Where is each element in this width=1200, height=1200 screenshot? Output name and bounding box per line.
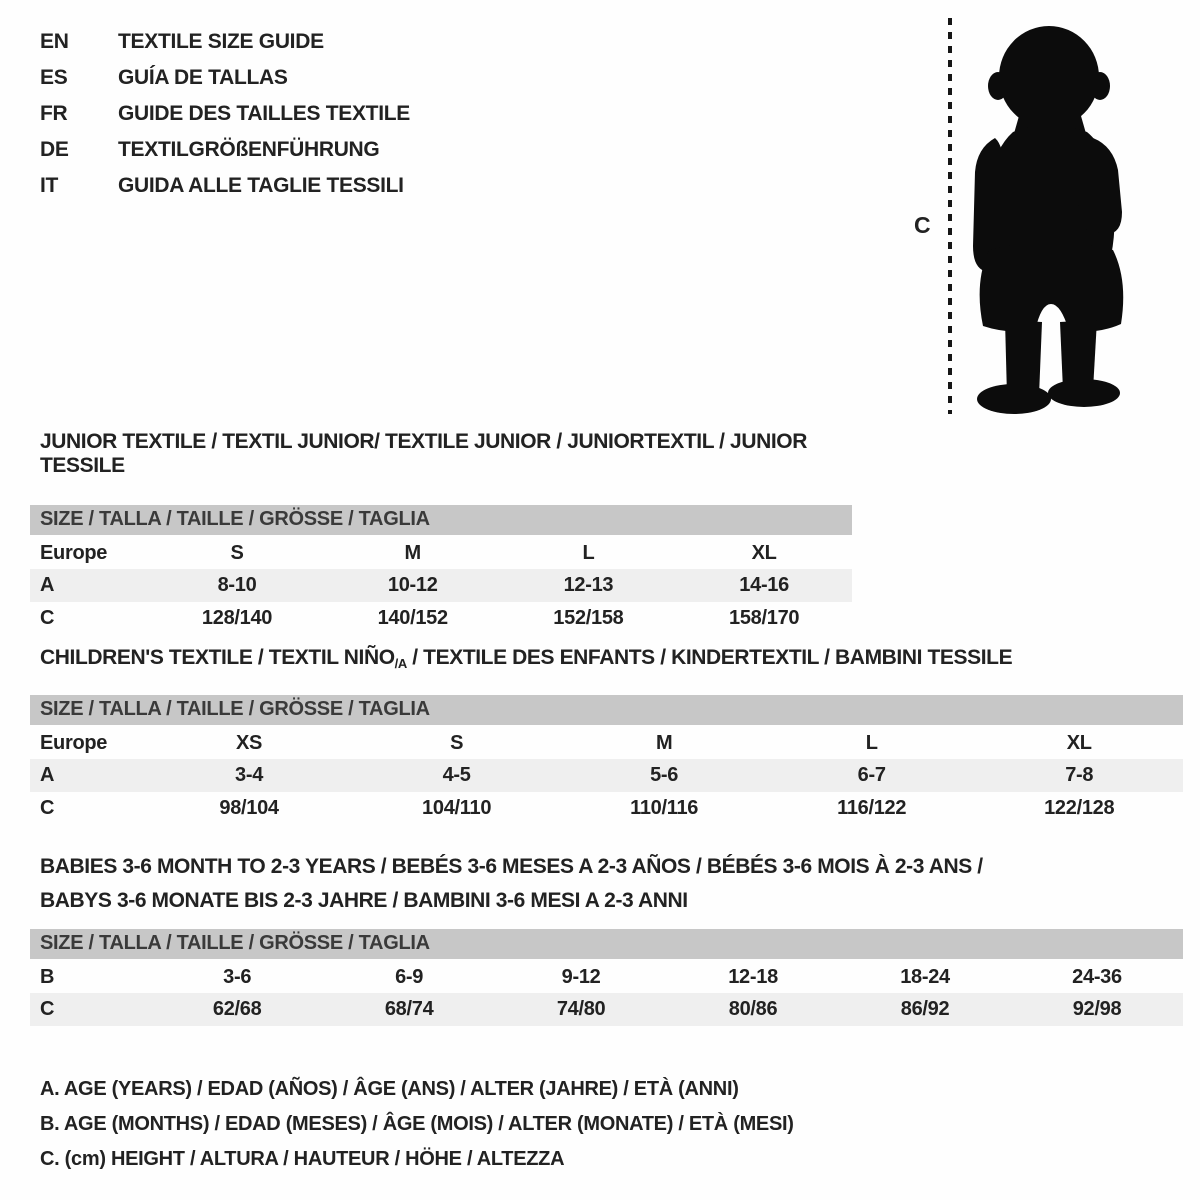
size-header-bar <box>30 929 1183 960</box>
language-header <box>40 24 410 204</box>
size-header-bar <box>30 505 852 536</box>
babies-title-line1: BABIES 3-6 MONTH TO 2-3 YEARS / BEBÉS 3-6 MESES A 2-3 AÑOS / BÉBÉS 3-6 MOIS À 2-3 ANS / <box>40 855 983 878</box>
measurement-legend <box>40 1072 794 1177</box>
row-label: Europe <box>40 731 108 754</box>
age-cell: 3-4 <box>145 759 353 792</box>
size-header-label: SIZE / TALLA / TAILLE / GRÖSSE / TAGLIA <box>30 929 1183 960</box>
size-header-label: SIZE / TALLA / TAILLE / GRÖSSE / TAGLIA <box>30 505 852 536</box>
language-code: ES <box>40 66 68 89</box>
height-measure-label: C <box>914 212 931 238</box>
guide-title-fr: GUIDE DES TAILLES TEXTILE <box>118 102 410 125</box>
guide-title-en: TEXTILE SIZE GUIDE <box>118 30 324 53</box>
junior-size-table <box>30 505 852 635</box>
table-row-europe <box>30 536 852 569</box>
section-childrens-textile <box>30 646 1183 825</box>
table-row-age <box>30 759 1183 792</box>
table-row-height <box>30 993 1183 1026</box>
height-cell: 152/158 <box>553 607 624 629</box>
age-cell: 14-16 <box>676 569 852 602</box>
months-cell: 24-36 <box>1072 965 1122 988</box>
children-section-title <box>40 646 1183 676</box>
size-cell: XL <box>1066 731 1092 754</box>
height-cell: 98/104 <box>219 797 279 819</box>
row-label: C <box>40 797 55 819</box>
size-figure <box>912 14 1172 424</box>
language-row-fr <box>40 96 410 132</box>
age-cell: 8-10 <box>149 569 325 602</box>
row-label: B <box>40 965 55 988</box>
size-cell: L <box>865 731 878 754</box>
babies-title-line2: BABYS 3-6 MONATE BIS 2-3 JAHRE / BAMBINI 3-6 MESI A 2-3 ANNI <box>40 889 688 912</box>
months-cell: 3-6 <box>223 965 252 988</box>
language-row-it <box>40 168 410 204</box>
height-cell: 86/92 <box>839 993 1011 1026</box>
size-cell: M <box>655 731 673 754</box>
section-junior-textile <box>30 430 852 635</box>
language-row-en <box>40 24 410 60</box>
age-cell: 12-13 <box>501 569 677 602</box>
size-cell: XS <box>236 731 263 754</box>
children-size-table <box>30 695 1183 825</box>
height-cell: 116/122 <box>837 797 907 819</box>
language-row-es <box>40 60 410 96</box>
height-measure-line <box>948 18 952 414</box>
months-cell: 6-9 <box>395 965 424 988</box>
table-row-europe <box>30 726 1183 759</box>
height-cell: 110/116 <box>630 797 699 819</box>
age-cell: 10-12 <box>325 569 501 602</box>
guide-title-es: GUÍA DE TALLAS <box>118 66 288 89</box>
junior-section-title: JUNIOR TEXTILE / TEXTIL JUNIOR/ TEXTILE JUNIOR / JUNIORTEXTIL / JUNIOR TESSILE <box>40 430 807 477</box>
legend-line-b: B. AGE (MONTHS) / EDAD (MESES) / ÂGE (MOIS) / ALTER (MONATE) / ETÀ (MESI) <box>40 1113 794 1135</box>
months-cell: 9-12 <box>561 965 601 988</box>
size-cell: S <box>230 541 244 564</box>
legend-line-c: C. (cm) HEIGHT / ALTURA / HAUTEUR / HÖHE / ALTEZZA <box>40 1148 565 1170</box>
guide-title-de: TEXTILGRÖßENFÜHRUNG <box>118 138 380 161</box>
size-cell: S <box>450 731 464 754</box>
toddler-silhouette-icon <box>962 22 1142 418</box>
table-row-age <box>30 569 852 602</box>
row-label: A <box>30 759 145 792</box>
babies-size-table <box>30 929 1183 1026</box>
height-cell: 68/74 <box>323 993 495 1026</box>
age-cell: 4-5 <box>353 759 561 792</box>
language-code: DE <box>40 138 69 161</box>
size-header-label: SIZE / TALLA / TAILLE / GRÖSSE / TAGLIA <box>30 695 1183 726</box>
babies-section-title <box>40 850 1183 918</box>
height-cell: 92/98 <box>1011 993 1183 1026</box>
section-babies-textile <box>30 850 1183 1026</box>
language-code: FR <box>40 102 68 125</box>
age-cell: 7-8 <box>975 759 1183 792</box>
height-cell: 62/68 <box>151 993 323 1026</box>
guide-title-it: GUIDA ALLE TAGLIE TESSILI <box>118 174 404 197</box>
children-title-rest: / TEXTILE DES ENFANTS / KINDERTEXTIL / BAMBINI TESSILE <box>406 646 1013 669</box>
row-label: A <box>30 569 149 602</box>
size-cell: XL <box>751 541 777 564</box>
age-cell: 6-7 <box>768 759 976 792</box>
language-row-de <box>40 132 410 168</box>
size-cell: L <box>582 541 595 564</box>
height-cell: 74/80 <box>495 993 667 1026</box>
table-row-height <box>30 602 852 635</box>
height-cell: 140/152 <box>377 607 448 629</box>
row-label: C <box>30 993 151 1026</box>
size-cell: M <box>404 541 421 564</box>
legend-line-a: A. AGE (YEARS) / EDAD (AÑOS) / ÂGE (ANS) / ALTER (JAHRE) / ETÀ (ANNI) <box>40 1078 739 1100</box>
months-cell: 18-24 <box>900 965 950 988</box>
row-label: C <box>40 607 55 629</box>
age-cell: 5-6 <box>560 759 768 792</box>
children-title-subscript: /A <box>394 656 407 671</box>
height-cell: 122/128 <box>1044 797 1115 819</box>
language-code: EN <box>40 30 69 53</box>
months-cell: 12-18 <box>728 965 778 988</box>
table-row-height <box>30 792 1183 825</box>
table-row-months <box>30 960 1183 993</box>
height-cell: 80/86 <box>667 993 839 1026</box>
height-cell: 128/140 <box>201 607 273 629</box>
children-title-main: CHILDREN'S TEXTILE / TEXTIL NIÑO <box>40 646 395 669</box>
language-code: IT <box>40 174 59 197</box>
height-cell: 158/170 <box>729 607 800 629</box>
row-label: Europe <box>40 541 108 564</box>
size-header-bar <box>30 695 1183 726</box>
height-cell: 104/110 <box>422 797 492 819</box>
